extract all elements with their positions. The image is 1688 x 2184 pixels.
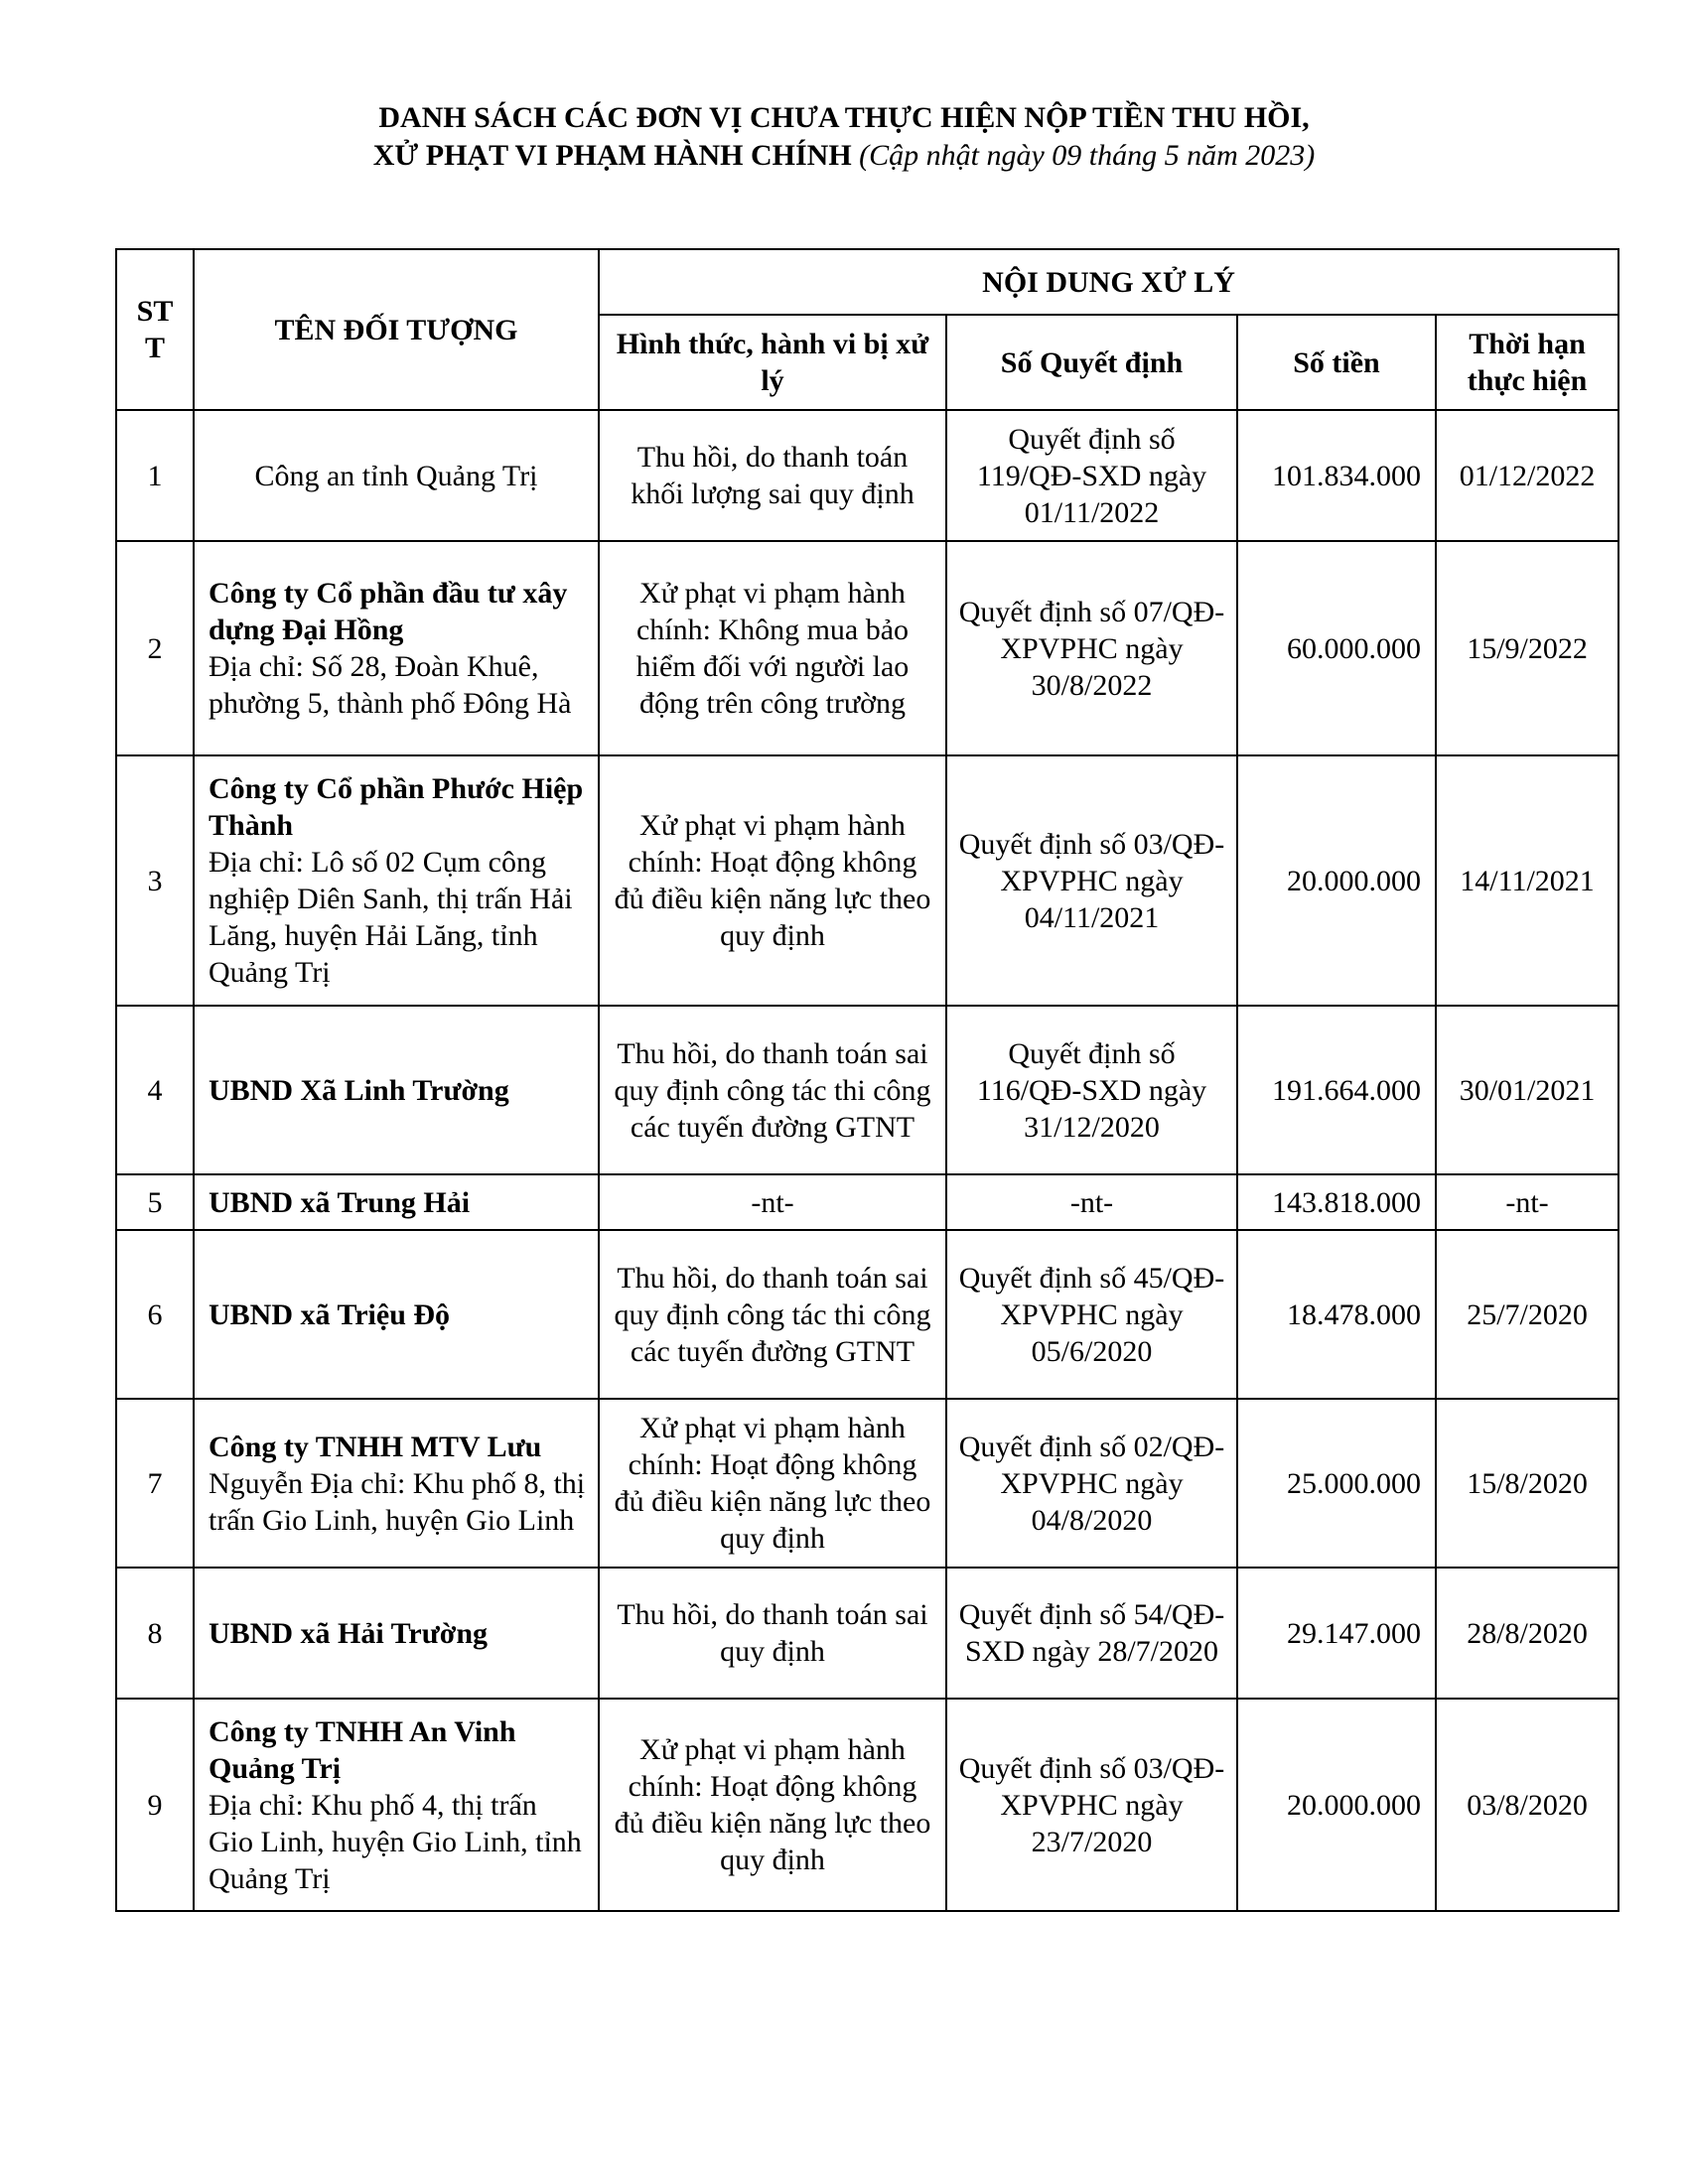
cell-stt: 7 [116,1399,194,1568]
entity-name: UBND xã Trung Hải [209,1185,471,1219]
table-row [116,541,1618,755]
table-row [116,1399,1618,1568]
cell-stt: 2 [116,541,194,755]
cell-form: -nt- [599,1174,946,1230]
cell-name [194,1006,599,1174]
entity-name: Công ty TNHH MTV Lưu [209,1430,542,1463]
cell-name [194,1568,599,1699]
header-group: NỘI DUNG XỬ LÝ [599,249,1618,315]
header-amount: Số tiền [1237,315,1436,410]
cell-decision: Quyết định số 03/QĐ-XPVPHC ngày 23/7/2020 [946,1699,1237,1911]
cell-form: Xử phạt vi phạm hành chính: Hoạt động không đủ điều kiện năng lực theo quy định [599,1399,946,1568]
header-name: TÊN ĐỐI TƯỢNG [194,249,599,410]
cell-stt: 5 [116,1174,194,1230]
table-row [116,410,1618,541]
cell-stt: 9 [116,1699,194,1911]
title-update-date: (Cập nhật ngày 09 tháng 5 năm 2023) [859,139,1316,172]
entity-name: Công ty Cổ phần Phước Hiệp Thành [209,772,584,842]
cell-stt: 4 [116,1006,194,1174]
header-deadline: Thời hạn thực hiện [1436,315,1618,410]
title-line-1: DANH SÁCH CÁC ĐƠN VỊ CHƯA THỰC HIỆN NỘP TIỀN THU HỒI, [378,101,1310,134]
cell-deadline: 15/8/2020 [1436,1399,1618,1568]
entity-address: Địa chỉ: Số 28, Đoàn Khuê, phường 5, thành phố Đông Hà [209,650,572,720]
entity-name: UBND Xã Linh Trường [209,1073,509,1107]
entity-name: UBND xã Hải Trường [209,1616,489,1650]
cell-deadline: 03/8/2020 [1436,1699,1618,1911]
cell-amount: 18.478.000 [1237,1230,1436,1399]
cell-deadline: 30/01/2021 [1436,1006,1618,1174]
cell-name [194,1699,599,1911]
cell-amount: 20.000.000 [1237,755,1436,1006]
cell-decision: Quyết định số 07/QĐ-XPVPHC ngày 30/8/2022 [946,541,1237,755]
entity-address: Nguyễn Địa chỉ: Khu phố 8, thị trấn Gio Linh, huyện Gio Linh [209,1466,586,1537]
table-row [116,755,1618,1006]
cell-amount: 143.818.000 [1237,1174,1436,1230]
cell-deadline: 15/9/2022 [1436,541,1618,755]
table-row [116,1174,1618,1230]
cell-amount: 25.000.000 [1237,1399,1436,1568]
cell-decision: Quyết định số 54/QĐ-SXD ngày 28/7/2020 [946,1568,1237,1699]
cell-decision: -nt- [946,1174,1237,1230]
cell-decision: Quyết định số 02/QĐ-XPVPHC ngày 04/8/2020 [946,1399,1237,1568]
cell-decision: Quyết định số 116/QĐ-SXD ngày 31/12/2020 [946,1006,1237,1174]
cell-form: Thu hồi, do thanh toán sai quy định công tác thi công các tuyến đường GTNT [599,1006,946,1174]
entity-name: Công ty Cổ phần đầu tư xây dựng Đại Hồng [209,577,568,646]
table-row [116,1699,1618,1911]
cell-form: Thu hồi, do thanh toán sai quy định [599,1568,946,1699]
cell-deadline: -nt- [1436,1174,1618,1230]
cell-stt: 3 [116,755,194,1006]
cell-name [194,1174,599,1230]
table-row [116,1568,1618,1699]
cell-name [194,410,599,541]
cell-stt: 6 [116,1230,194,1399]
violations-table [115,248,1619,1912]
cell-decision: Quyết định số 119/QĐ-SXD ngày 01/11/2022 [946,410,1237,541]
cell-name [194,1399,599,1568]
entity-name: UBND xã Triệu Độ [209,1297,451,1331]
table-row [116,1230,1618,1399]
cell-form: Xử phạt vi phạm hành chính: Hoạt động không đủ điều kiện năng lực theo quy định [599,1699,946,1911]
cell-name [194,541,599,755]
cell-amount: 191.664.000 [1237,1006,1436,1174]
header-stt: ST T [116,249,194,410]
cell-name [194,755,599,1006]
header-decision: Số Quyết định [946,315,1237,410]
cell-amount: 29.147.000 [1237,1568,1436,1699]
table-row [116,1006,1618,1174]
cell-form: Xử phạt vi phạm hành chính: Không mua bảo hiểm đối với người lao động trên công trường [599,541,946,755]
header-form: Hình thức, hành vi bị xử lý [599,315,946,410]
entity-name: Công ty TNHH An Vinh Quảng Trị [209,1714,516,1785]
cell-decision: Quyết định số 45/QĐ-XPVPHC ngày 05/6/2020 [946,1230,1237,1399]
cell-deadline: 01/12/2022 [1436,410,1618,541]
entity-address: Địa chỉ: Lô số 02 Cụm công nghiệp Diên Sanh, thị trấn Hải Lăng, huyện Hải Lăng, tỉnh Quảng Trị [209,846,573,989]
cell-stt: 1 [116,410,194,541]
cell-form: Xử phạt vi phạm hành chính: Hoạt động không đủ điều kiện năng lực theo quy định [599,755,946,1006]
cell-amount: 60.000.000 [1237,541,1436,755]
title-line-2-bold: XỬ PHẠT VI PHẠM HÀNH CHÍNH [372,139,852,172]
cell-amount: 20.000.000 [1237,1699,1436,1911]
entity-name: Công an tỉnh Quảng Trị [254,459,538,492]
cell-deadline: 14/11/2021 [1436,755,1618,1006]
cell-form: Thu hồi, do thanh toán khối lượng sai quy định [599,410,946,541]
title-line-2 [0,137,1688,175]
cell-amount: 101.834.000 [1237,410,1436,541]
cell-deadline: 25/7/2020 [1436,1230,1618,1399]
cell-name [194,1230,599,1399]
entity-address: Địa chỉ: Khu phố 4, thị trấn Gio Linh, huyện Gio Linh, tỉnh Quảng Trị [209,1788,582,1895]
cell-deadline: 28/8/2020 [1436,1568,1618,1699]
cell-form: Thu hồi, do thanh toán sai quy định công tác thi công các tuyến đường GTNT [599,1230,946,1399]
document-title [0,99,1688,175]
cell-stt: 8 [116,1568,194,1699]
cell-decision: Quyết định số 03/QĐ-XPVPHC ngày 04/11/2021 [946,755,1237,1006]
